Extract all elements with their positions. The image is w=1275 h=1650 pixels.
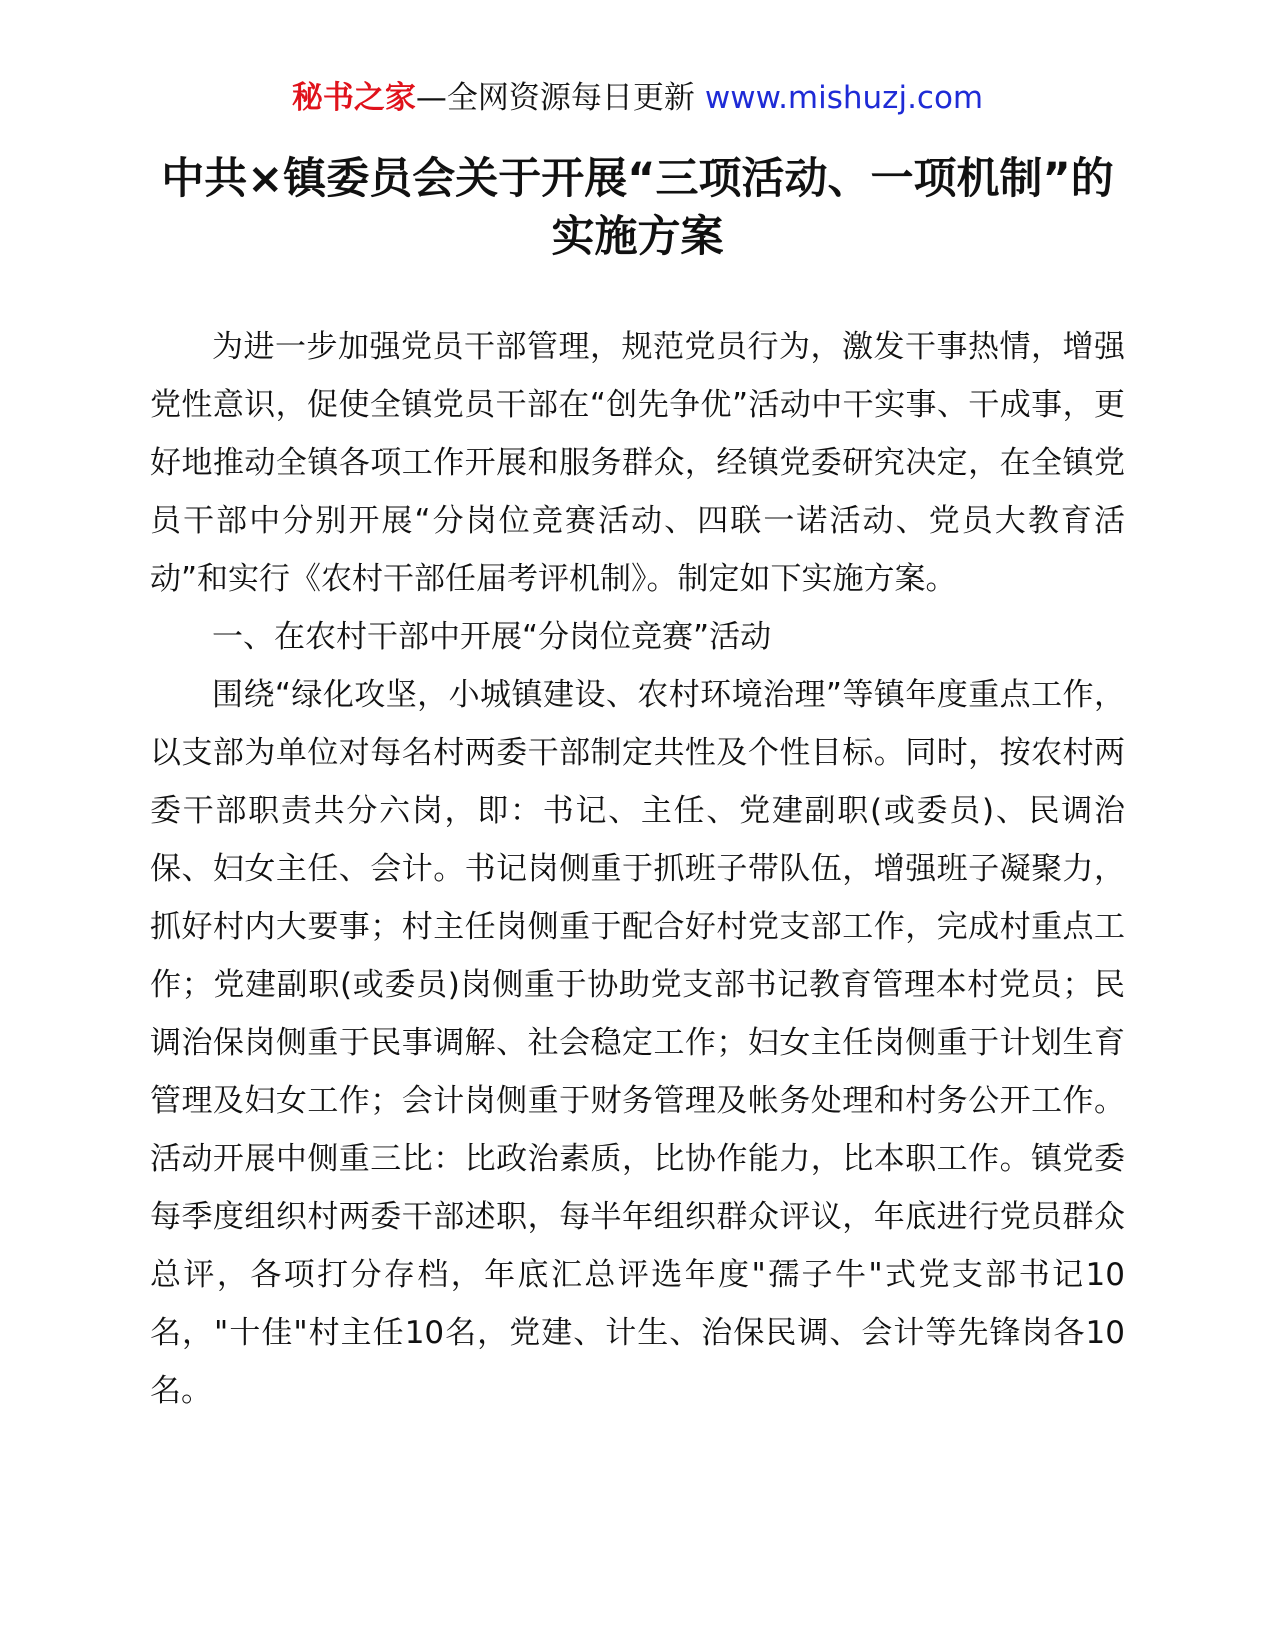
site-url-link[interactable]: www.mishuzj.com — [704, 80, 984, 116]
site-header-banner — [0, 76, 1275, 120]
section-heading-1: 一、在农村干部中开展“分岗位竞赛”活动 — [212, 619, 772, 655]
document-body — [150, 318, 1125, 1420]
intro-paragraph: 为进一步加强党员干部管理，规范党员行为，激发干事热情，增强党性意识，促使全镇党员干部在“创先争优”活动中干实事、干成事，更好地推动全镇各项工作开展和服务群众，经镇党委研究决定，在全镇党员干部中分别开展“分岗位竞赛活动、四联一诺活动、党员大教育活动”和实行《农村干部任届考评机制》。制定如下实施方案。 — [150, 329, 1125, 597]
brand-slogan: —全网资源每日更新 — [415, 80, 695, 116]
section-paragraph-1: 围绕“绿化攻坚，小城镇建设、农村环境治理”等镇年度重点工作，以支部为单位对每名村两委干部制定共性及个性目标。同时，按农村两委干部职责共分六岗，即：书记、主任、党建副职(或委员)、民调治保、妇女主任、会计。书记岗侧重于抓班子带队伍，增强班子凝聚力，抓好村内大要事；村主任岗侧重于配合好村党支部工作，完成村重点工作；党建副职(或委员)岗侧重于协助党支部书记教育管理本村党员；民调治保岗侧重于民事调解、社会稳定工作；妇女主任岗侧重于计划生育管理及妇女工作；会计岗侧重于财务管理及帐务处理和村务公开工作。活动开展中侧重三比：比政治素质，比协作能力，比本职工作。镇党委每季度组织村两委干部述职，每半年组织群众评议，年底进行党员群众总评，各项打分存档，年底汇总评选年度"孺子牛"式党支部书记10名，"十佳"村主任10名，党建、计生、治保民调、会计等先锋岗各10名。 — [150, 677, 1125, 1409]
brand-name: 秘书之家 — [291, 80, 416, 116]
document-title: 中共×镇委员会关于开展“三项活动、一项机制”的实施方案 — [161, 154, 1114, 262]
